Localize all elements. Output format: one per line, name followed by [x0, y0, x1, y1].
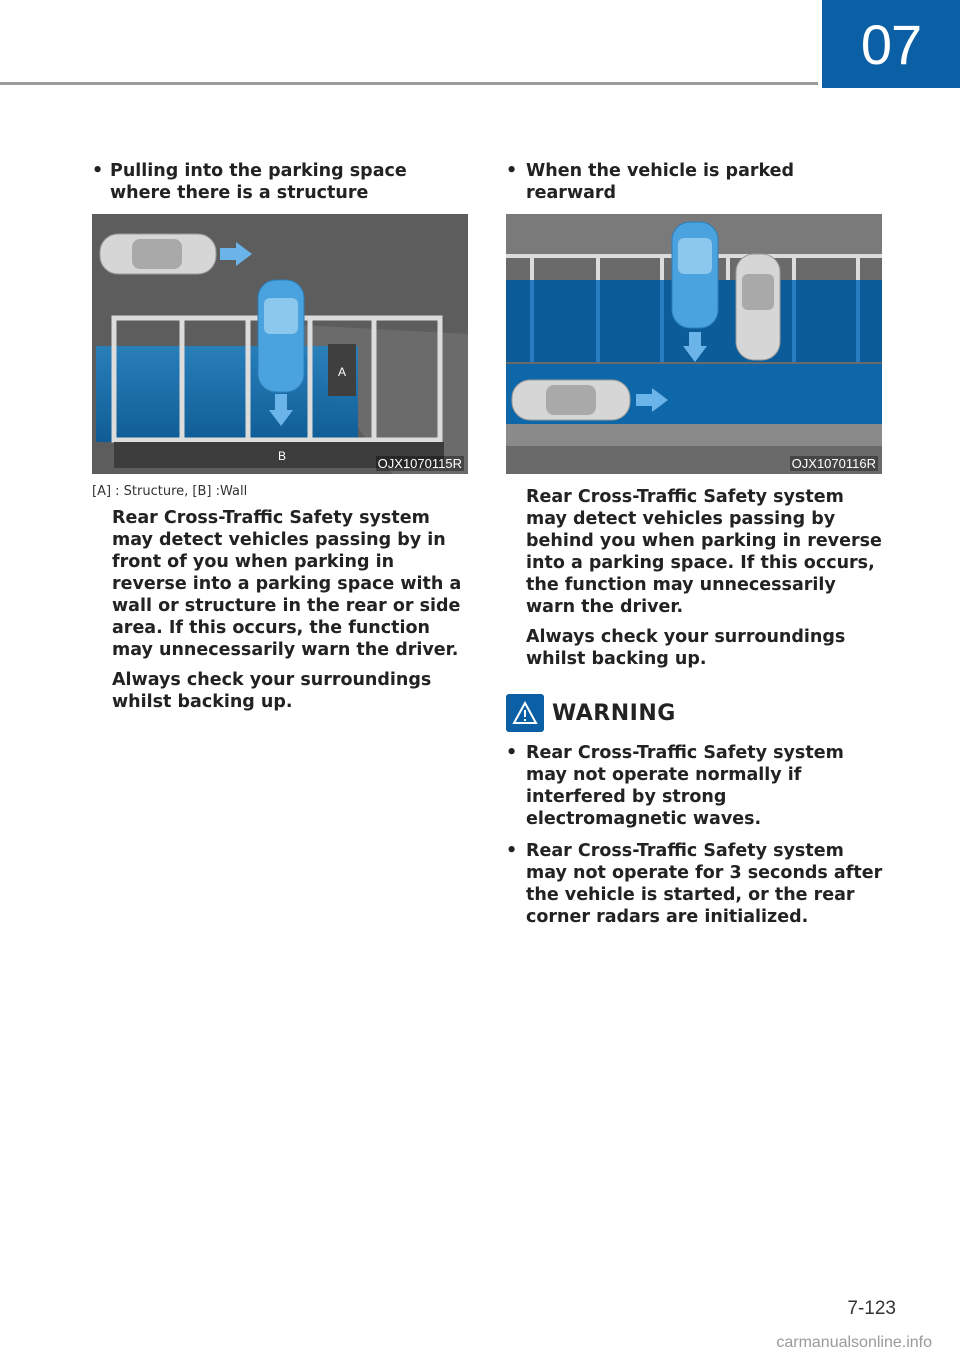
parking-structure-illustration	[92, 214, 468, 474]
label-b: B	[277, 449, 287, 463]
bullet-icon: •	[92, 161, 104, 181]
left-column	[92, 160, 470, 713]
right-paragraph-2: Always check your surroundings whilst backing up.	[526, 627, 846, 669]
header-rule	[0, 82, 818, 85]
figure-code: OJX1070116R	[791, 456, 876, 471]
passing-car	[100, 234, 216, 274]
bullet-icon: •	[506, 841, 518, 861]
reversing-car	[258, 280, 304, 392]
warning-item: • Rear Cross-Traffic Safety system may not operate for 3 seconds after the vehicle is started, or the rear corner radars are initialized.	[506, 841, 883, 927]
page-number: 7-123	[847, 1298, 896, 1319]
figure-rearward-parking	[506, 214, 882, 474]
right-heading: • When the vehicle is parked rearward	[506, 161, 795, 203]
bullet-icon: •	[506, 743, 518, 763]
left-heading: • Pulling into the parking space where there is a structure	[92, 161, 407, 203]
reversing-car	[672, 222, 718, 328]
chapter-tab: 07	[822, 0, 960, 88]
label-a: A	[337, 365, 347, 379]
rearward-parking-illustration	[506, 214, 882, 474]
warning-triangle-icon	[506, 694, 544, 732]
left-paragraph-2: Always check your surroundings whilst backing up.	[112, 670, 432, 712]
figure-caption: [A] : Structure, [B] :Wall	[92, 484, 248, 499]
passing-car	[512, 380, 630, 420]
bullet-icon: •	[506, 161, 518, 181]
figure-code: OJX1070115R	[377, 456, 462, 471]
warning-item: • Rear Cross-Traffic Safety system may not operate normally if interfered by strong electromagnetic waves.	[506, 743, 844, 829]
watermark: carmanualsonline.info	[776, 1334, 932, 1351]
figure-structure-parking	[92, 214, 468, 474]
left-paragraph-1: Rear Cross-Traffic Safety system may detect vehicles passing by in front of you when parking in reverse into a parking space with a wall or structure in the rear or side area. If this occurs, the function may unnecessarily warn the driver.	[112, 508, 462, 660]
parked-car	[736, 254, 780, 360]
warning-header	[506, 694, 888, 732]
right-paragraph-1: Rear Cross-Traffic Safety system may detect vehicles passing by behind you when parking in reverse into a parking space. If this occurs, the function may unnecessarily warn the driver.	[526, 487, 882, 617]
warning-title: WARNING	[552, 700, 676, 726]
right-column	[506, 160, 888, 928]
